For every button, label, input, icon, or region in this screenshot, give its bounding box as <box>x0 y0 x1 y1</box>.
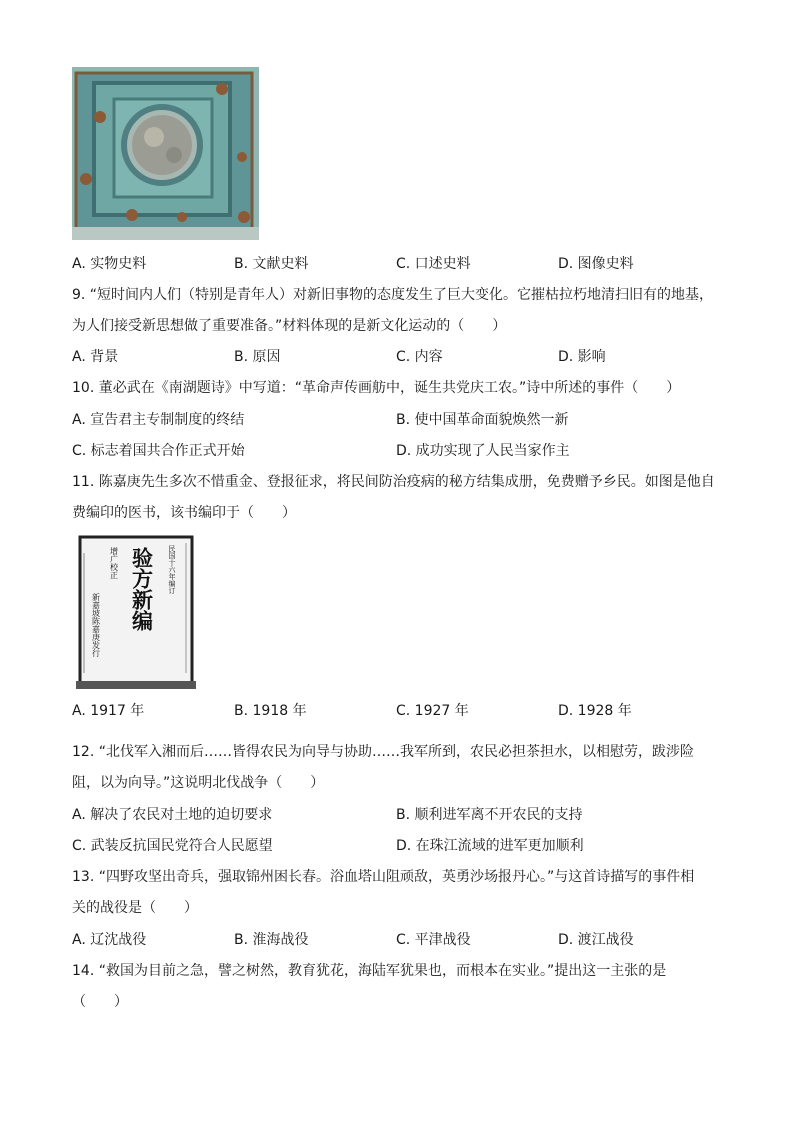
q8-option-d: D. 图像史料 <box>558 256 634 272</box>
q12-stem-line2: 阻，以为向导。”这说明北伐战争（ ） <box>72 775 325 791</box>
q11-stem-line1: 11. 陈嘉庚先生多次不惜重金、登报征求，将民间防治疫病的秘方结集成册，免费赠予乡民。如图是他自 <box>72 474 715 490</box>
book-edition-label: 增广校正 <box>109 547 119 579</box>
q8-option-c: C. 口述史料 <box>396 256 471 272</box>
q13-option-b: B. 淮海战役 <box>234 932 309 948</box>
q14-stem-line1: 14. “救国为目前之急，譬之树然，教育犹花，海陆军犹果也，而根本在实业。”提出这一主张的是 <box>72 963 667 979</box>
q12-stem-line1: 12. “北伐军入湘而后……皆得农民为向导与协助……我军所到，农民必担茶担水，以相慰劳，跋涉险 <box>72 744 694 760</box>
q10-option-a: A. 宣告君主专制制度的终结 <box>72 412 245 428</box>
q13-option-c: C. 平津战役 <box>396 932 471 948</box>
q9-option-d: D. 影响 <box>558 349 606 365</box>
q9-stem-line1: 9. “短时间内人们（特别是青年人）对新旧事物的态度发生了巨大变化。它摧枯拉朽地清扫旧有的地基， <box>72 287 714 303</box>
book-date-label: 民国十六年编订 <box>168 545 176 594</box>
q10-stem: 10. 董必武在《南湖题诗》中写道：“革命声传画舫中，诞生共党庆工农。”诗中所述的事件（ ） <box>72 380 681 396</box>
q14-stem-line2: （ ） <box>72 994 128 1010</box>
q13-option-d: D. 渡江战役 <box>558 932 634 948</box>
q11-option-d: D. 1928 年 <box>558 703 632 719</box>
book-title: 验方新编 <box>129 547 155 631</box>
q8-option-a: A. 实物史料 <box>72 256 147 272</box>
bronze-artifact-photo <box>72 67 259 240</box>
q8-option-b: B. 文献史料 <box>234 256 309 272</box>
q12-option-b: B. 顺利进军离不开农民的支持 <box>396 807 583 823</box>
q11-option-b: B. 1918 年 <box>234 703 307 719</box>
q11-stem-line2: 费编印的医书，该书编印于（ ） <box>72 505 296 521</box>
q13-stem-line2: 关的战役是（ ） <box>72 900 198 916</box>
q10-option-b: B. 使中国革命面貌焕然一新 <box>396 412 569 428</box>
q12-option-c: C. 武装反抗国民党符合人民愿望 <box>72 838 273 854</box>
q9-option-c: C. 内容 <box>396 349 443 365</box>
q10-option-d: D. 成功实现了人民当家作主 <box>396 443 570 459</box>
q13-option-a: A. 辽沈战役 <box>72 932 147 948</box>
q13-stem-line1: 13. “四野攻坚出奇兵，强取锦州困长春。浴血塔山阻顽敌，英勇沙场报丹心。”与这首诗描写的事件相 <box>72 869 695 885</box>
medical-book-cover <box>74 533 198 691</box>
book-publisher-label: 新嘉坡陈嘉庚发行 <box>91 593 101 657</box>
q9-option-a: A. 背景 <box>72 349 119 365</box>
q10-option-c: C. 标志着国共合作正式开始 <box>72 443 245 459</box>
q11-option-c: C. 1927 年 <box>396 703 469 719</box>
q9-option-b: B. 原因 <box>234 349 281 365</box>
q9-stem-line2: 为人们接受新思想做了重要准备。”材料体现的是新文化运动的（ ） <box>72 318 507 334</box>
q11-option-a: A. 1917 年 <box>72 703 145 719</box>
q12-option-d: D. 在珠江流域的进军更加顺利 <box>396 838 584 854</box>
q12-option-a: A. 解决了农民对土地的迫切要求 <box>72 807 273 823</box>
